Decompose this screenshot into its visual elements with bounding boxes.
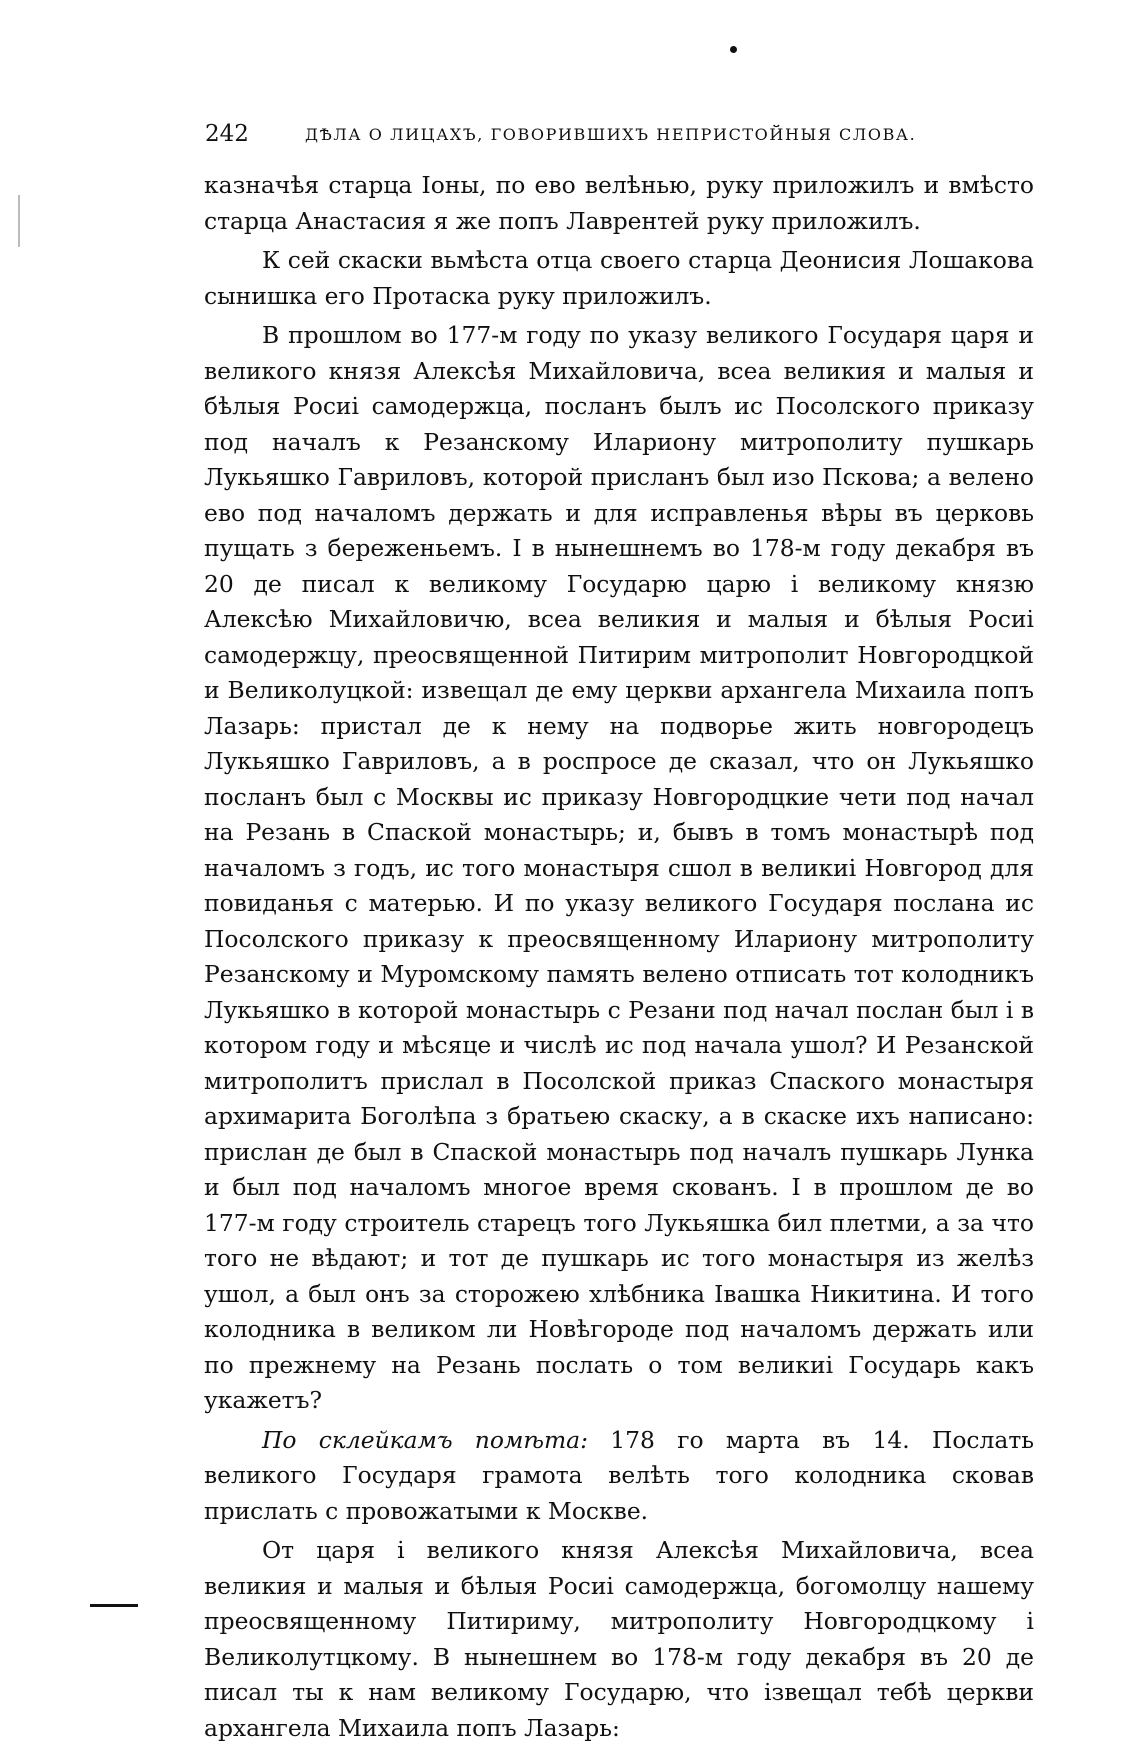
paragraph-text: казначѣя старца Іоны, по ево велѣнью, руку приложилъ и вмѣсто старца Анастасия я же попъ Лаврентей руку приложилъ. [204, 171, 1034, 235]
paragraph-text: К сей скаски вьмѣста отца своего старца Деонисия Лошакова сынишка его Протаска руку приложилъ. [204, 246, 1034, 310]
paragraph-text: От царя і великого князя Алексѣя Михайловича, всеа великия и малыя и бѣлыя Росиі самодержца, богомолцу нашему преосвященному Питириму, митрополиту Новгородцкому і Великолутцкому. В нынешнем во 178-м году декабря въ 20 де писал ты к нам великому Государю, что ізвещал тебѣ церкви архангела Михаила попъ Лазарь: [204, 1536, 1034, 1742]
body-text [204, 168, 1034, 1750]
paragraph-main [204, 318, 1034, 1419]
paragraph-stamp-note [204, 1423, 1034, 1530]
stamp-label: По склейкамъ помѣта: [262, 1425, 588, 1454]
page-header [205, 118, 1035, 150]
paragraph-text: В прошлом во 177-м году по указу великого Государя царя и великого князя Алексѣя Михайловича, всеа великия и малыя и бѣлыя Росиі самодержца, посланъ былъ ис Посолского приказу под началъ к Резанскому Илариону митрополиту пушкарь Лукьяшко Гавриловъ, которой присланъ был изо Пскова; а велено ево под началомъ держать и для исправленья вѣры въ церковь пущать з береженьемъ. I в нынешнемъ во 178-м году декабря въ 20 де писал к великому Государю царю і великому князю Алексѣю Михайловичю, всеа великия и малыя и бѣлыя Росиі самодержцу, преосвященной Питирим митрополит Новгородцкой и Великолуцкой: извещал де ему церкви архангела Михаила попъ Лазарь: пристал де к нему на подворье жить новгородецъ Лукьяшко Гавриловъ, а в роспросе де сказал, что он Лукьяшко посланъ был с Москвы ис приказу Новгородцкие чети под начал на Резань в Спаской монастырь; и, бывъ в томъ монастырѣ под началомъ з годъ, ис того монастыря сшол в великиі Новгород для повиданья с матерью. И по указу великого Государя послана ис Посолского приказу к преосвященному Илариону митрополиту Резанскому и Муромскому память велено отписать тот колодникъ Лукьяшко в которой монастырь с Резани под начал послан был і в котором году и мѣсяце и числѣ ис под начала ушол? И Резанской митрополитъ прислал в Посолской приказ Спаского монастыря архимарита Боголѣпа з братьею скаску, а в скаске ихъ написано: прислан де был в Спаской монастырь под началъ пушкарь Лунка и был под началомъ многое время скованъ. I в прошлом де во 177-м году строитель старецъ того Лукьяшка бил плетми, а за что того не вѣдают; и тот де пушкарь ис того монастыря из желѣз ушол, а был онъ за сторожею хлѣбника Івашка Никитина. И того колодника в великом ли Новѣгороде под началомъ держать или по прежнему на Резань послать о том великиі Государь какъ укажетъ? [204, 321, 1034, 1414]
margin-mark [18, 195, 20, 247]
paragraph-text: 178 го марта въ 14. Послать великого Государя грамота велѣть того колодника сковав прислать с провожатыми к Москве. [204, 1425, 1035, 1525]
ink-dot [730, 46, 737, 53]
paragraph-decree [204, 1533, 1034, 1746]
paragraph-signature [204, 243, 1034, 314]
page-number: 242 [205, 121, 249, 147]
paragraph-continuation [204, 168, 1034, 239]
running-title: ДѢЛА О ЛИЦАХЪ, ГОВОРИВШИХЪ НЕПРИСТОЙНЫЯ СЛОВА. [305, 125, 917, 144]
footer-rule [90, 1604, 138, 1607]
